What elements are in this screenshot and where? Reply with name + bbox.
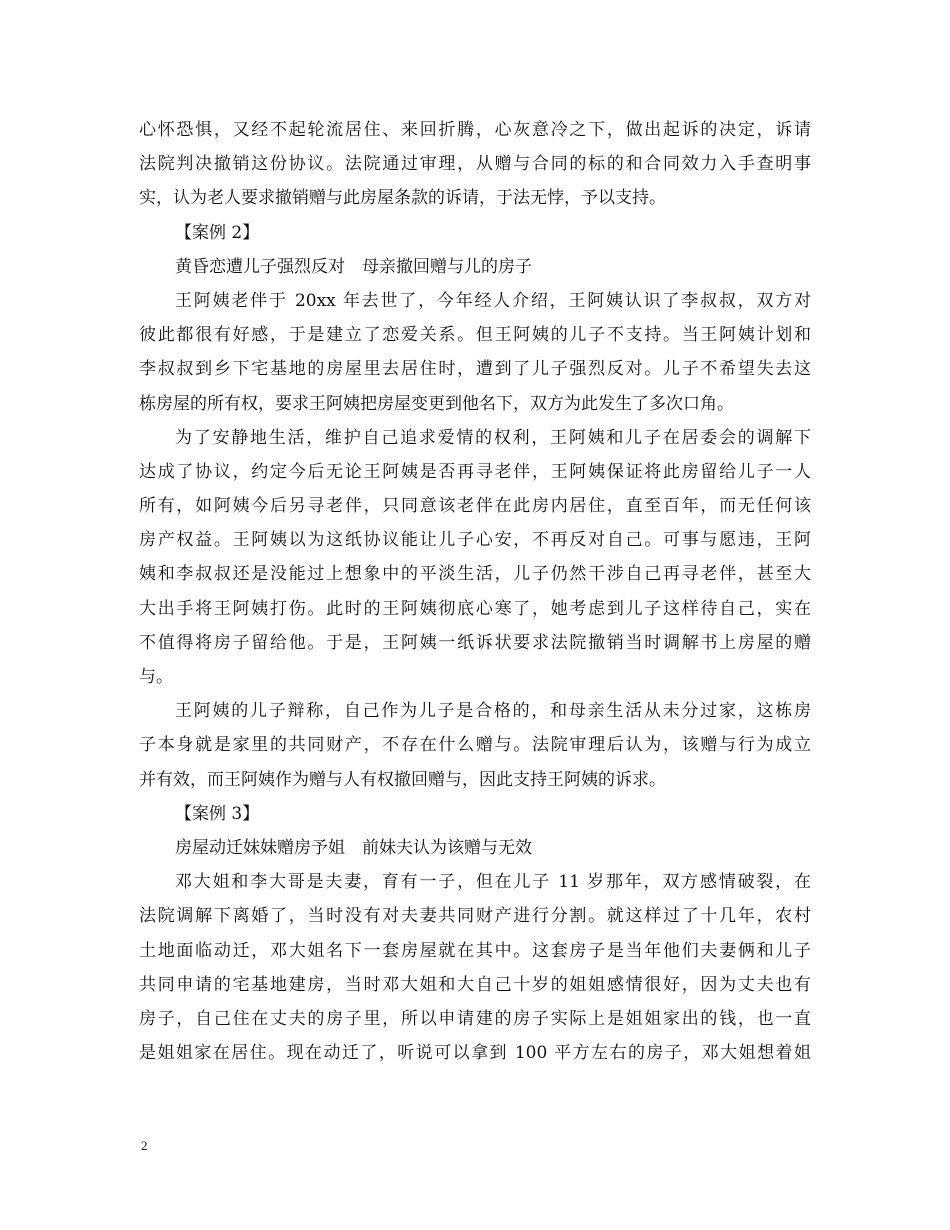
text-line: 王阿姨老伴于 20xx 年去世了，今年经人介绍，王阿姨认识了李叔叔，双方对 <box>175 290 811 311</box>
text-line: 实，认为老人要求撤销赠与此房屋条款的诉请，于法无悖，予以支持。 <box>139 188 666 209</box>
text-line: 邓大姐和李大哥是夫妻，育有一子，但在儿子 11 岁那年，双方感情破裂，在 <box>175 872 811 893</box>
text-line: 为了安静地生活，维护自己追求爱情的权利，王阿姨和儿子在居委会的调解下 <box>175 427 811 448</box>
text-line: 所有，如阿姨今后另寻老伴，只同意该老伴在此房内居住，直至百年，而无任何该 <box>139 496 811 517</box>
document-body <box>139 113 811 1070</box>
text-line: 姨和李叔叔还是没能过上想象中的平淡生活，儿子仍然干涉自己再寻老伴，甚至大 <box>139 564 811 585</box>
text-line: 房子，自己住在丈夫的房子里，所以申请建的房子实际上是姐姐家出的钱，也一直 <box>139 1008 811 1029</box>
text-line: 【案例 3】 <box>175 803 260 824</box>
text-line: 不值得将房子留给他。于是，王阿姨一纸诉状要求法院撤销当时调解书上房屋的赠 <box>139 632 811 653</box>
text-line: 王阿姨的儿子辩称，自己作为儿子是合格的，和母亲生活从未分过家，这栋房 <box>175 701 811 722</box>
text-line: 彼此都很有好感，于是建立了恋爱关系。但王阿姨的儿子不支持。当王阿姨计划和 <box>139 325 811 346</box>
text-line: 子本身就是家里的共同财产，不存在什么赠与。法院审理后认为，该赠与行为成立 <box>139 735 811 756</box>
text-line: 李叔叔到乡下宅基地的房屋里去居住时，遭到了儿子强烈反对。儿子不希望失去这 <box>139 359 811 380</box>
text-line: 房屋动迁妹妹赠房予姐 前妹夫认为该赠与无效 <box>175 837 532 858</box>
text-line: 大出手将王阿姨打伤。此时的王阿姨彻底心寒了，她考虑到儿子这样待自己，实在 <box>139 598 811 619</box>
text-line: 是姐姐家在居住。现在动迁了，听说可以拿到 100 平方左右的房子，邓大姐想着姐 <box>139 1043 811 1064</box>
text-line: 心怀恐惧，又经不起轮流居住、来回折腾，心灰意冷之下，做出起诉的决定，诉请 <box>139 120 811 140</box>
text-line: 与。 <box>139 667 173 687</box>
text-line: 达成了协议，约定今后无论王阿姨是否再寻老伴，王阿姨保证将此房留给儿子一人 <box>139 461 811 482</box>
page-number: 2 <box>141 1138 148 1153</box>
text-line: 黄昏恋遭儿子强烈反对 母亲撤回赠与儿的房子 <box>175 256 532 277</box>
text-line: 共同申请的宅基地建房，当时邓大姐和大自己十岁的姐姐感情很好，因为丈夫也有 <box>139 974 811 995</box>
text-line: 土地面临动迁，邓大姐名下一套房屋就在其中。这套房子是当年他们夫妻俩和儿子 <box>139 940 811 961</box>
text-line: 房产权益。王阿姨以为这纸协议能让儿子心安，不再反对自己。可事与愿违，王阿 <box>139 530 811 551</box>
text-line: 法院调解下离婚了，当时没有对夫妻共同财产进行分割。就这样过了十几年，农村 <box>139 906 811 927</box>
text-line: 并有效，而王阿姨作为赠与人有权撤回赠与，因此支持王阿姨的诉求。 <box>139 769 666 790</box>
text-line: 法院判决撤销这份协议。法院通过审理，从赠与合同的标的和合同效力入手查明事 <box>139 154 811 175</box>
text-line: 【案例 2】 <box>175 222 260 243</box>
text-line: 栋房屋的所有权，要求王阿姨把房屋变更到他名下，双方为此发生了多次口角。 <box>139 393 734 414</box>
